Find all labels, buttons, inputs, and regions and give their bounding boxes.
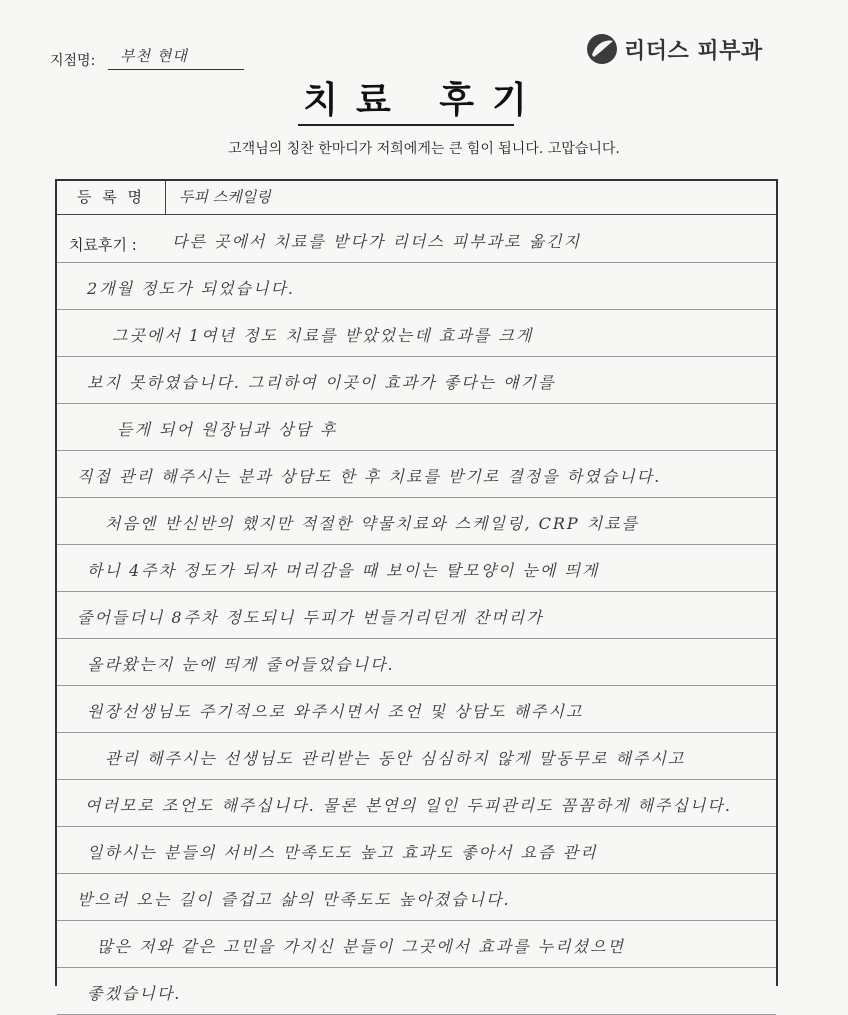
leaf-circle-logo-icon — [586, 33, 618, 65]
review-line: 일하시는 분들의 서비스 만족도도 높고 효과도 좋아서 요즘 관리 — [87, 843, 598, 862]
review-line: 하니 4주차 정도가 되자 머리감을 때 보이는 탈모양이 눈에 띄게 — [87, 561, 600, 580]
ruled-line — [57, 920, 776, 921]
ruled-line — [57, 732, 776, 733]
review-line: 다른 곳에서 치료를 받다가 리더스 피부과로 옮긴지 — [172, 232, 582, 251]
ruled-line — [57, 544, 776, 545]
review-line: 좋겠습니다. — [87, 984, 182, 1003]
ruled-line — [57, 356, 776, 357]
ruled-line — [57, 450, 776, 451]
ruled-line — [57, 262, 776, 263]
review-line: 올라왔는지 눈에 띄게 줄어들었습니다. — [87, 655, 395, 674]
registration-label: 등 록 명 — [57, 181, 166, 214]
review-line: 2개월 정도가 되었습니다. — [87, 279, 295, 298]
clinic-name: 리더스 피부과 — [624, 38, 763, 64]
branch-underline — [108, 69, 244, 70]
review-line: 원장선생님도 주기적으로 와주시면서 조언 및 상담도 해주시고 — [87, 702, 584, 721]
review-line: 관리 해주시는 선생님도 관리받는 동안 심심하지 않게 말동무로 해주시고 — [105, 749, 686, 768]
review-line: 줄어들더니 8주차 정도되니 두피가 번들거리던게 잔머리가 — [77, 608, 544, 627]
review-line: 여러모로 조언도 해주십니다. 물론 본연의 일인 두피관리도 꼼꼼하게 해주십니다. — [85, 796, 732, 815]
ruled-line — [57, 403, 776, 404]
clinic-logo — [586, 33, 763, 65]
ruled-line — [57, 967, 776, 968]
branch-value: 부천 현대 — [120, 47, 188, 65]
page-subtitle: 고객님의 칭찬 한마디가 저희에게는 큰 힘이 됩니다. 고맙습니다. — [228, 141, 620, 157]
review-line: 그곳에서 1여년 정도 치료를 받았었는데 효과를 크게 — [112, 326, 534, 345]
ruled-line — [57, 873, 776, 874]
review-line: 보지 못하였습니다. 그리하여 이곳이 효과가 좋다는 얘기를 — [87, 373, 556, 392]
review-form — [55, 179, 778, 1003]
review-line: 처음엔 반신반의 했지만 적절한 약물치료와 스케일링, CRP 치료를 — [105, 514, 640, 533]
review-line: 듣게 되어 원장님과 상담 후 — [117, 420, 338, 439]
registration-value: 두피 스케일링 — [179, 188, 271, 206]
review-label: 치료후기 : — [69, 236, 137, 254]
ruled-line — [57, 591, 776, 592]
review-line: 받으러 오는 길이 즐겁고 삶의 만족도도 높아졌습니다. — [77, 890, 511, 909]
ruled-line — [57, 309, 776, 310]
page-title: 치료 후기 — [303, 80, 545, 121]
ruled-line — [57, 497, 776, 498]
ruled-line — [57, 826, 776, 827]
title-underline — [298, 124, 514, 126]
review-line: 많은 저와 같은 고민을 가지신 분들이 그곳에서 효과를 누리셨으면 — [97, 937, 626, 956]
ruled-line — [57, 779, 776, 780]
ruled-line — [57, 685, 776, 686]
branch-label: 지점명: — [50, 53, 96, 69]
registration-row — [57, 181, 776, 215]
review-line: 직접 관리 해주시는 분과 상담도 한 후 치료를 받기로 결정을 하였습니다. — [77, 467, 662, 486]
ruled-line — [57, 638, 776, 639]
